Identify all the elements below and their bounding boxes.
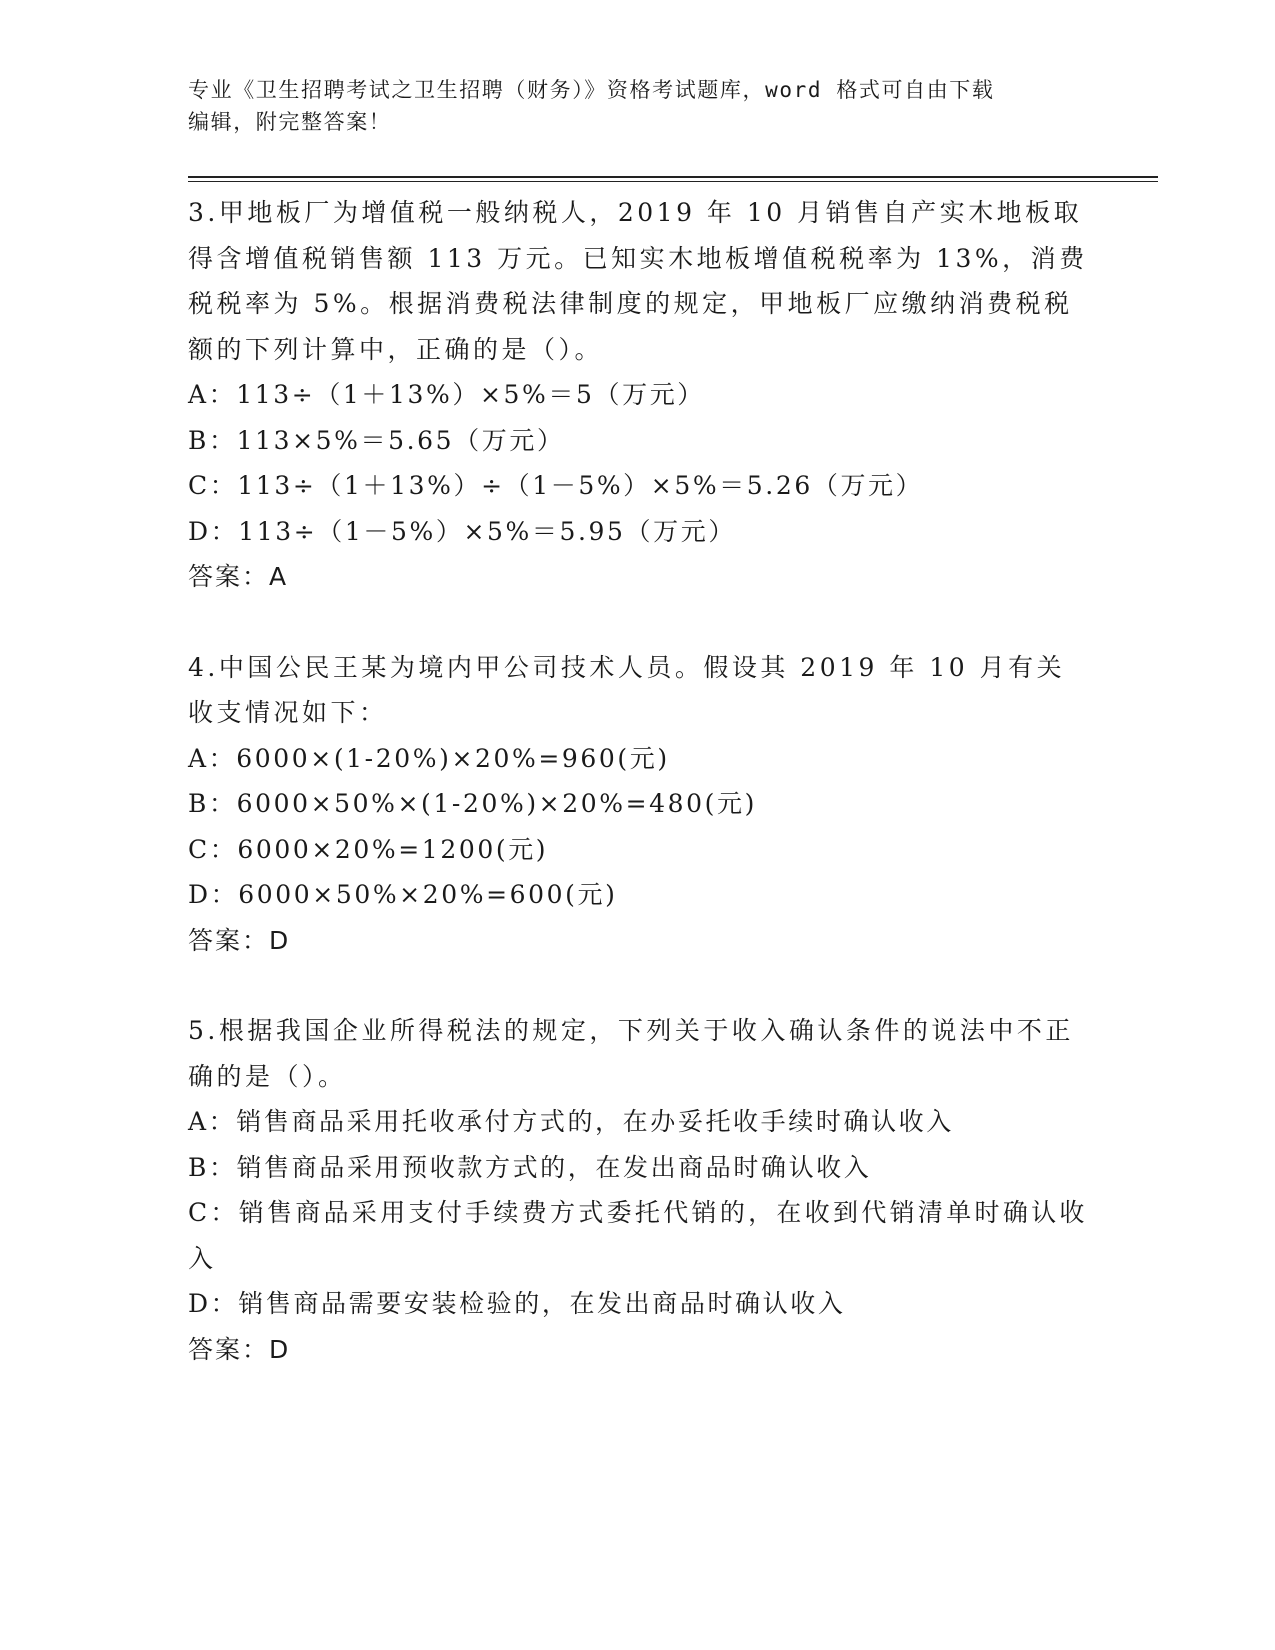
question-4 <box>188 645 1088 964</box>
option-b: B：113×5%＝5.65（万元） <box>188 425 565 455</box>
question-text: 4.中国公民王某为境内甲公司技术人员。假设其 2019 年 10 月有关收支情况如下： <box>188 652 1066 727</box>
spacer <box>188 963 1088 1008</box>
header-divider-thick <box>188 176 1158 178</box>
option-c: C：113÷（1＋13%）÷（1－5%）×5%＝5.26（万元） <box>188 471 924 500</box>
question-list <box>188 190 1088 1372</box>
answer: 答案：A <box>188 562 289 591</box>
answer: 答案：D <box>188 925 291 955</box>
option-a: A：销售商品采用托收承付方式的，在办妥托收手续时确认收入 <box>188 1107 954 1136</box>
header-line-2: 编辑，附完整答案！ <box>188 110 392 134</box>
header-divider-thin <box>188 181 1158 182</box>
option-c: C：销售商品采用支付手续费方式委托代销的，在收到代销清单时确认收入 <box>188 1198 1088 1273</box>
document-header <box>188 74 1088 138</box>
question-3 <box>188 190 1088 600</box>
question-text: 3.甲地板厂为增值税一般纳税人，2019 年 10 月销售自产实木地板取得含增值税销售额 113 万元。已知实木地板增值税税率为 13%，消费税税率为 5%。根据消费税法律制度的规定，甲地板厂应缴纳消费税税额的下列计算中，正确的是（）。 <box>188 198 1088 364</box>
question-5 <box>188 1008 1088 1372</box>
question-text: 5.根据我国企业所得税法的规定，下列关于收入确认条件的说法中不正确的是（）。 <box>188 1016 1074 1091</box>
option-b: B：销售商品采用预收款方式的，在发出商品时确认收入 <box>188 1152 872 1182</box>
option-d: D：销售商品需要安装检验的，在发出商品时确认收入 <box>188 1289 846 1318</box>
option-d: D：6000×50%×20%=600(元) <box>188 880 618 909</box>
option-a: A：113÷（1＋13%）×5%＝5（万元） <box>188 380 705 409</box>
option-d: D：113÷（1－5%）×5%＝5.95（万元） <box>188 516 736 546</box>
option-c: C：6000×20%=1200(元) <box>188 834 549 864</box>
header-line-1: 专业《卫生招聘考试之卫生招聘（财务）》资格考试题库，word 格式可自由下载 <box>188 78 995 102</box>
option-b: B：6000×50%×(1-20%)×20%=480(元) <box>188 789 757 818</box>
option-a: A：6000×(1-20%)×20%=960(元) <box>188 743 670 773</box>
answer: 答案：D <box>188 1334 291 1364</box>
spacer <box>188 600 1088 645</box>
